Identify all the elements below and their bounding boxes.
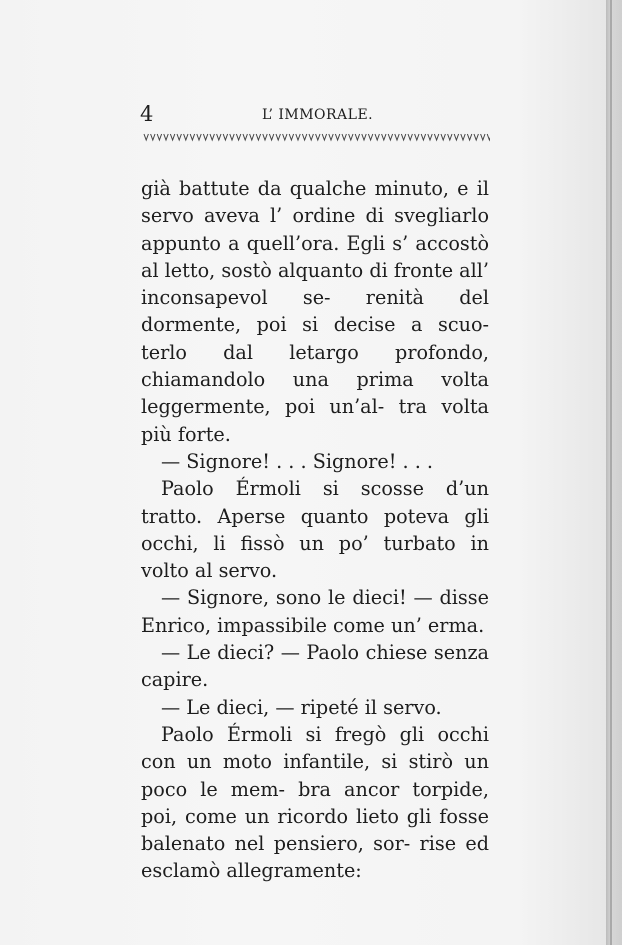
paragraph-5: — Le dieci? — Paolo chiese senza capire. [141,641,489,692]
paragraph-3: Paolo Érmoli si scosse d’un tratto. Aperse quanto poteva gli occhi, li fissò un po’ turbato in volto al servo. [141,477,489,583]
paragraph-1: già battute da qualche minuto, e il servo aveva l’ ordine di svegliarlo appunto a quell’ora. Egli s’ accostò al letto, sostò alquanto di fronte all’ inconsapevol se- renità del dormente, poi si decise a scuo- terlo dal letargo profondo, chiamandolo una prima volta leggermente, poi un’al- tra volta più forte. [141,177,489,446]
running-title: L’ IMMORALE. [262,107,374,123]
paragraph-6: — Le dieci, — ripeté il servo. [161,695,442,719]
paragraph-4: — Signore, sono le dieci! — disse Enrico, impassibile come un’ erma. [141,586,489,637]
paragraph-7: Paolo Érmoli si fregò gli occhi con un moto infantile, si stirò un poco le mem- bra ancor torpide, poi, come un ricordo lieto gli fosse balenato nel pensiero, sor- rise ed esclamò allegramente: [141,722,489,883]
body-text [141,175,489,885]
running-head [140,100,490,128]
page-edge [606,0,622,945]
paragraph-2: — Signore! . . . Signore! . . . [161,449,433,473]
page-number: 4 [140,102,154,126]
ornament-rule [142,132,490,142]
